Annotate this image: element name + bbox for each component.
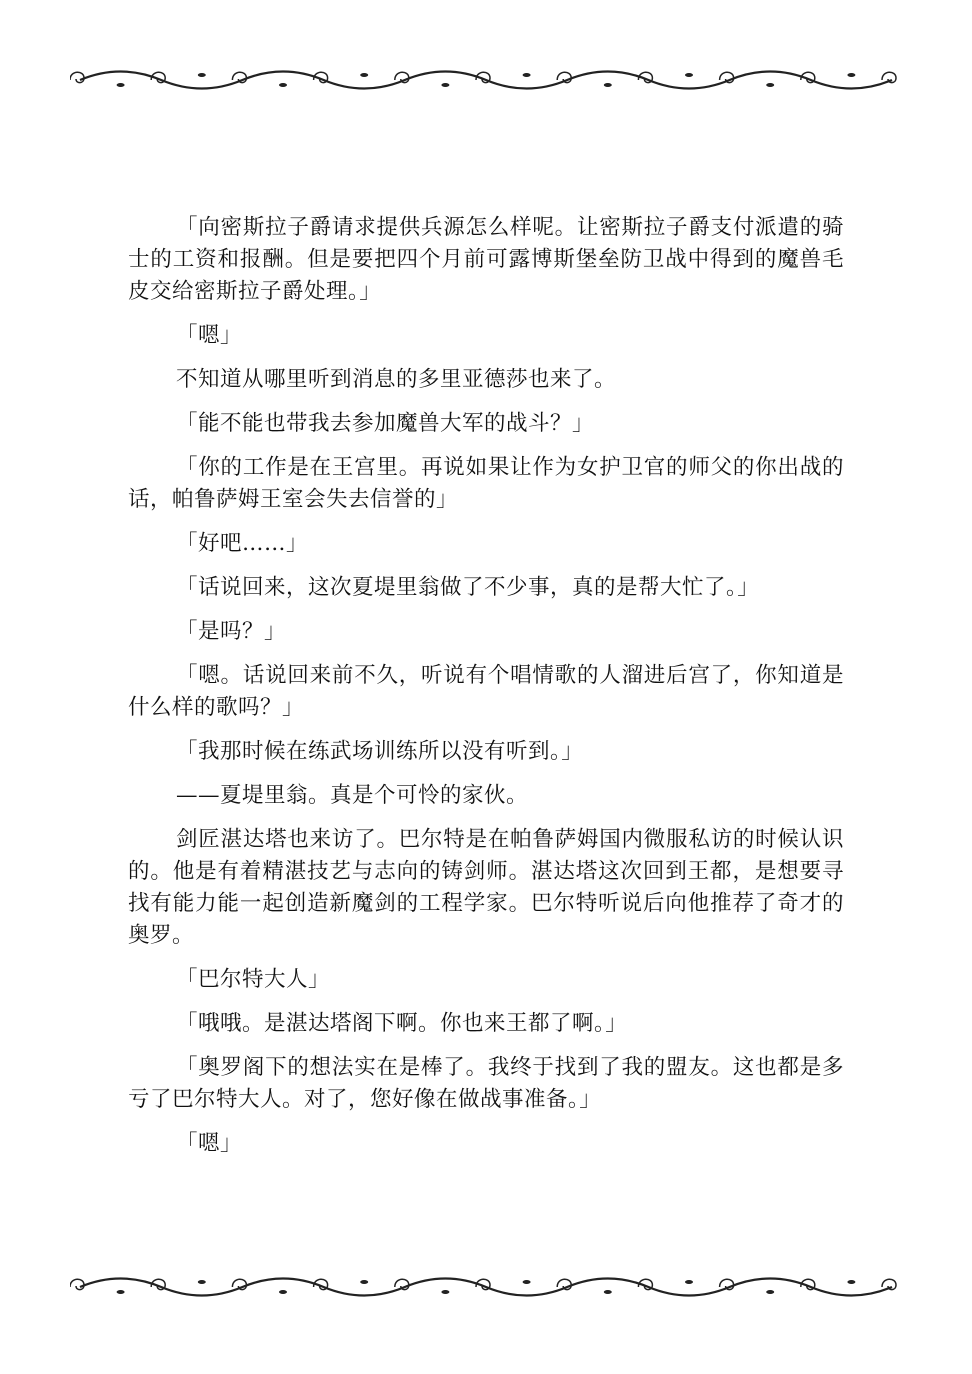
vine-curl [70, 1279, 84, 1289]
paragraph: 「我那时候在练武场训练所以没有听到。」 [176, 739, 584, 764]
vine-leaf [360, 1280, 368, 1284]
vine-leaf [685, 73, 693, 77]
vine-leaf [766, 83, 774, 87]
vine-leaf [441, 83, 449, 87]
paragraph: 「嗯」 [176, 1131, 243, 1156]
paragraph: 「嗯」 [176, 323, 243, 348]
vine-leaf [685, 1280, 693, 1284]
ornamental-border-bottom [70, 1262, 902, 1312]
vine-leaf [604, 83, 612, 87]
ornament-vine-icon [70, 1262, 902, 1312]
vine-curl [882, 1279, 896, 1289]
paragraph: 「能不能也带我去参加魔兽大军的战斗？」 [176, 411, 595, 436]
paragraph: 「巴尔特大人」 [176, 967, 331, 992]
vine-leaf [523, 1280, 531, 1284]
vine-leaf [279, 83, 287, 87]
paragraph: 「好吧……」 [176, 531, 309, 556]
paragraph: 「你的工作是在王宫里。再说如果让作为女护卫官的师父的你出战的话，帕鲁萨姆王室会失去信誉的」 [128, 455, 844, 512]
page-body [128, 212, 844, 1172]
vine-leaf [441, 1290, 449, 1294]
paragraph: 「奥罗阁下的想法实在是棒了。我终于找到了我的盟友。这也都是多亏了巴尔特大人。对了，您好像在做战事准备。」 [128, 1055, 844, 1112]
ornament-vine-icon [70, 55, 902, 105]
vine-curl [720, 72, 734, 82]
vine-curl [882, 72, 896, 82]
paragraph: ——夏堤里翁。真是个可怜的家伙。 [176, 783, 529, 808]
vine-leaf [604, 1290, 612, 1294]
vine-curl [557, 1279, 571, 1289]
vine-leaf [198, 73, 206, 77]
vine-leaf [847, 1280, 855, 1284]
vine-curl [557, 72, 571, 82]
vine-curl [232, 1279, 246, 1289]
vine-curl [70, 72, 84, 82]
vine-curl [395, 72, 409, 82]
vine-leaf [279, 1290, 287, 1294]
paragraph: 「是吗？」 [176, 619, 287, 644]
vine-leaf [360, 73, 368, 77]
paragraph: 「嗯。话说回来前不久，听说有个唱情歌的人溜进后宫了，你知道是什么样的歌吗？」 [128, 663, 844, 720]
paragraph: 不知道从哪里听到消息的多里亚德莎也来了。 [176, 367, 617, 392]
vine-curl [720, 1279, 734, 1289]
vine-leaf [117, 83, 125, 87]
ornamental-border-top [70, 55, 902, 105]
paragraph: 「话说回来，这次夏堤里翁做了不少事，真的是帮大忙了。」 [176, 575, 760, 600]
vine-leaf [766, 1290, 774, 1294]
paragraph: 「向密斯拉子爵请求提供兵源怎么样呢。让密斯拉子爵支付派遣的骑士的工资和报酬。但是要把四个月前可露博斯堡垒防卫战中得到的魔兽毛皮交给密斯拉子爵处理。」 [128, 215, 844, 304]
vine-leaf [847, 73, 855, 77]
paragraph: 「哦哦。是湛达塔阁下啊。你也来王都了啊。」 [176, 1011, 628, 1036]
vine-curl [232, 72, 246, 82]
paragraph: 剑匠湛达塔也来访了。巴尔特是在帕鲁萨姆国内微服私访的时候认识的。他是有着精湛技艺与志向的铸剑师。湛达塔这次回到王都，是想要寻找有能力能一起创造新魔剑的工程学家。巴尔特听说后向他推荐了奇才的奥罗。 [128, 827, 844, 948]
vine-curl [395, 1279, 409, 1289]
vine-leaf [198, 1280, 206, 1284]
vine-leaf [523, 73, 531, 77]
vine-leaf [117, 1290, 125, 1294]
